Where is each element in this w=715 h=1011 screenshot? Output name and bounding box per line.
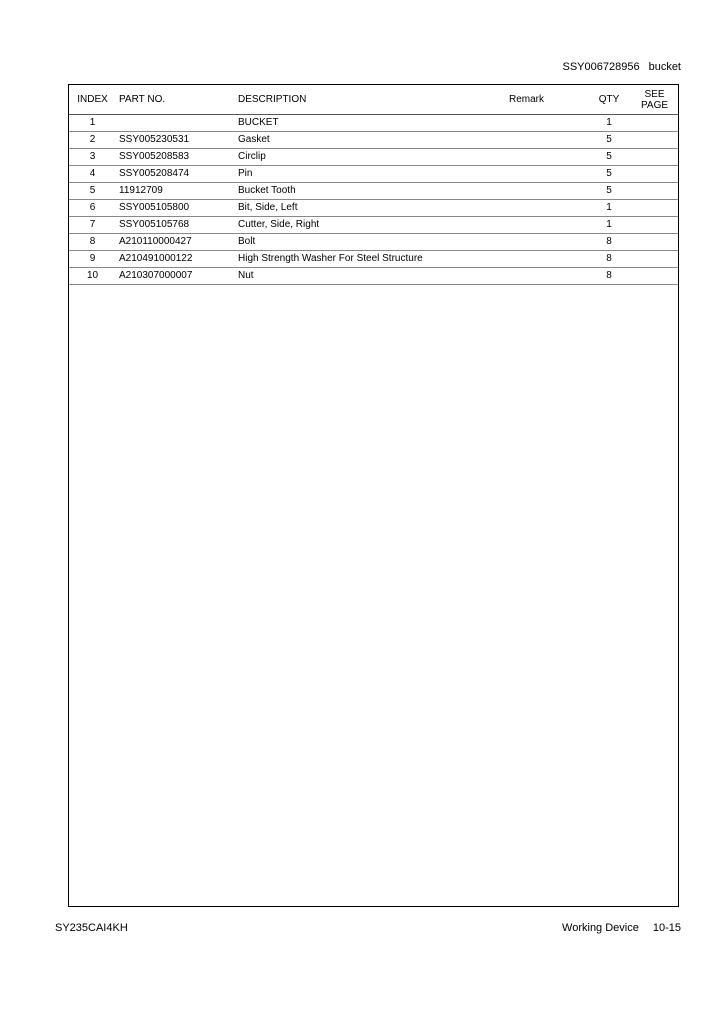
- see-page-line2: PAGE: [640, 99, 669, 111]
- header-part-code: SSY006728956: [562, 61, 640, 73]
- cell-remark: [509, 268, 587, 285]
- cell-qty: 1: [587, 217, 631, 234]
- table-header-row: [69, 85, 678, 115]
- cell-part-no: SSY005208474: [116, 166, 238, 183]
- page-header: [563, 61, 682, 73]
- cell-remark: [509, 234, 587, 251]
- cell-see-page: [631, 132, 678, 149]
- cell-remark: [509, 115, 587, 132]
- cell-see-page: [631, 251, 678, 268]
- table-row: [69, 234, 678, 251]
- cell-remark: [509, 200, 587, 217]
- table-row: [69, 217, 678, 234]
- cell-part-no: [116, 115, 238, 132]
- cell-index: 9: [69, 251, 116, 268]
- cell-remark: [509, 132, 587, 149]
- column-header-see-page: [631, 85, 678, 115]
- cell-index: 3: [69, 149, 116, 166]
- cell-index: 2: [69, 132, 116, 149]
- cell-part-no: 11912709: [116, 183, 238, 200]
- cell-part-no: SSY005105768: [116, 217, 238, 234]
- cell-description: Gasket: [238, 132, 509, 149]
- cell-index: 10: [69, 268, 116, 285]
- table-row: [69, 251, 678, 268]
- parts-table: [69, 85, 678, 285]
- table-row: [69, 115, 678, 132]
- cell-remark: [509, 183, 587, 200]
- header-title: bucket: [648, 61, 681, 73]
- table-row: [69, 166, 678, 183]
- table-row: [69, 183, 678, 200]
- cell-description: Bucket Tooth: [238, 183, 509, 200]
- table-row: [69, 200, 678, 217]
- cell-remark: [509, 166, 587, 183]
- cell-part-no: SSY005208583: [116, 149, 238, 166]
- cell-part-no: A210307000007: [116, 268, 238, 285]
- cell-qty: 1: [587, 200, 631, 217]
- footer-model: SY235CAI4KH: [55, 922, 128, 934]
- cell-qty: 8: [587, 234, 631, 251]
- cell-see-page: [631, 115, 678, 132]
- column-header-description: DESCRIPTION: [238, 85, 509, 115]
- cell-see-page: [631, 217, 678, 234]
- cell-description: Bit, Side, Left: [238, 200, 509, 217]
- cell-see-page: [631, 234, 678, 251]
- cell-description: Pin: [238, 166, 509, 183]
- cell-see-page: [631, 200, 678, 217]
- cell-remark: [509, 149, 587, 166]
- column-header-part-no: PART NO.: [116, 85, 238, 115]
- cell-remark: [509, 251, 587, 268]
- cell-description: Nut: [238, 268, 509, 285]
- cell-qty: 8: [587, 268, 631, 285]
- cell-description: Circlip: [238, 149, 509, 166]
- cell-part-no: SSY005230531: [116, 132, 238, 149]
- table-row: [69, 268, 678, 285]
- cell-remark: [509, 217, 587, 234]
- cell-description: Bolt: [238, 234, 509, 251]
- table-row: [69, 149, 678, 166]
- cell-see-page: [631, 149, 678, 166]
- cell-part-no: SSY005105800: [116, 200, 238, 217]
- footer-page-number: 10-15: [652, 922, 681, 934]
- cell-qty: 1: [587, 115, 631, 132]
- table-row: [69, 132, 678, 149]
- column-header-index: INDEX: [69, 85, 116, 115]
- cell-part-no: A210491000122: [116, 251, 238, 268]
- cell-index: 8: [69, 234, 116, 251]
- cell-qty: 5: [587, 132, 631, 149]
- cell-index: 5: [69, 183, 116, 200]
- column-header-qty: QTY: [587, 85, 631, 115]
- cell-see-page: [631, 183, 678, 200]
- cell-index: 1: [69, 115, 116, 132]
- cell-qty: 5: [587, 149, 631, 166]
- cell-qty: 5: [587, 183, 631, 200]
- cell-index: 4: [69, 166, 116, 183]
- cell-description: Cutter, Side, Right: [238, 217, 509, 234]
- cell-qty: 5: [587, 166, 631, 183]
- footer-section: Working Device: [562, 922, 639, 934]
- cell-see-page: [631, 268, 678, 285]
- cell-index: 6: [69, 200, 116, 217]
- column-header-remark: Remark: [509, 85, 587, 115]
- cell-description: High Strength Washer For Steel Structure: [238, 251, 509, 268]
- cell-description: BUCKET: [238, 115, 509, 132]
- cell-index: 7: [69, 217, 116, 234]
- cell-qty: 8: [587, 251, 631, 268]
- cell-part-no: A210110000427: [116, 234, 238, 251]
- see-page-line1: SEE: [644, 88, 665, 100]
- page-footer: [562, 922, 681, 934]
- cell-see-page: [631, 166, 678, 183]
- parts-list-frame: [68, 84, 679, 907]
